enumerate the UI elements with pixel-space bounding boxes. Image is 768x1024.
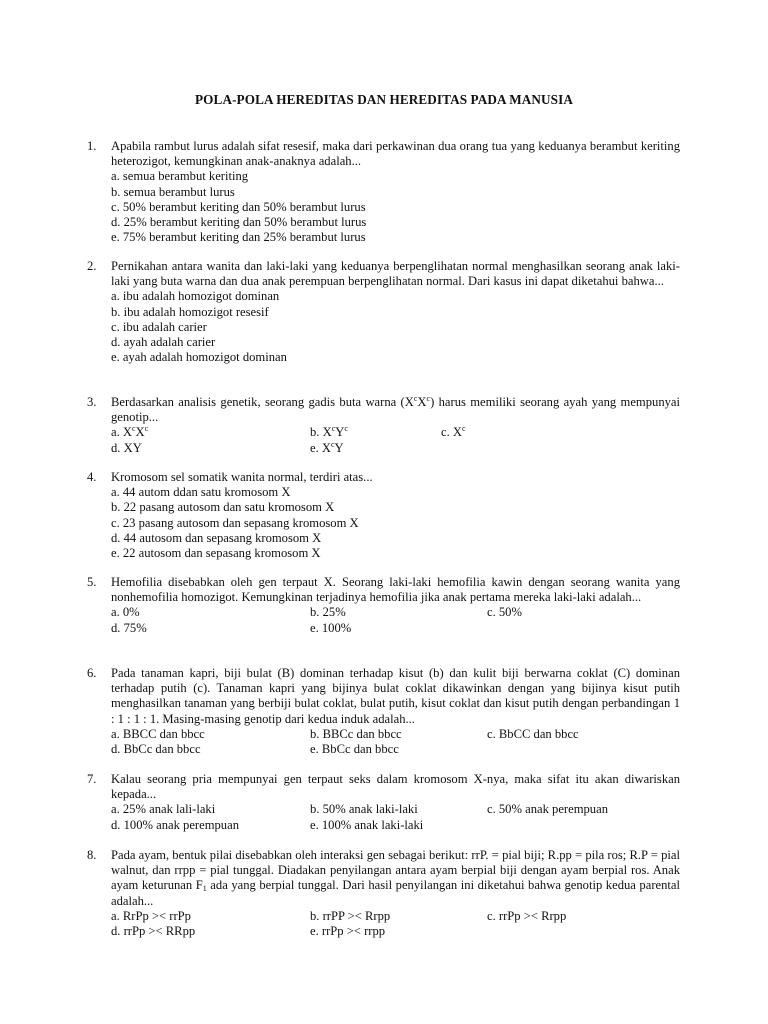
stem-text: ) harus memiliki seorang ayah yang mempunyai genotip... (111, 395, 681, 425)
option-row (111, 425, 680, 440)
option-a: a. $X^cX^c$ (111, 424, 149, 440)
option-row (111, 605, 680, 620)
option-d: d. 44 autosom dan sepasang kromosom X (111, 530, 322, 545)
option-b: b. 22 pasang autosom dan satu kromosom X (111, 500, 335, 515)
option-c: c. 23 pasang autosom dan sepasang kromosom X (111, 515, 359, 530)
option-d: d. XY (111, 440, 142, 455)
option-a: a. 44 autom ddan satu kromosom X (111, 485, 291, 500)
option-list (111, 425, 680, 455)
stem-text: ada yang berpial tunggal. Dari hasil penyilangan ini diketahui bahwa genotip kedua parental adalah... (111, 878, 680, 908)
question-number: 5. (87, 575, 97, 589)
option-list (111, 169, 680, 245)
option-row (111, 441, 680, 456)
question-5 (87, 575, 680, 636)
option-b: b. 50% anak laki-laki (310, 802, 418, 817)
option-list (111, 802, 680, 832)
question-7 (87, 772, 680, 833)
option-e: e. rrPp >< rrpp (310, 924, 386, 938)
page-title: POLA-POLA HEREDITAS DAN HEREDITAS PADA MANUSIA (195, 92, 573, 107)
option-e: e. 100% anak laki-laki (310, 817, 424, 832)
question-4 (87, 470, 680, 561)
question-stem: Pada tanaman kapri, biji bulat (B) dominan terhadap kisut (b) dan kulit biji berwarna coklat (C) dominan terhadap putih (c). Tanaman kapri yang bijinya bulat coklat dikawinkan dengan yang bijinya kisut putih menghasilkan tanaman yang berbiji bulat coklat, bulat putih, kisut coklat dan kisut putih dengan perbandingan 1 : 1 : 1 : 1. Masing-masing genotip dari kedua induk adalah... (111, 666, 680, 726)
option-c: c. $X^c$ (441, 424, 466, 440)
question-1 (87, 139, 680, 245)
question-number: 1. (87, 139, 97, 153)
option-list (111, 485, 680, 561)
option-d: d. ayah adalah carier (111, 335, 216, 350)
option-row (111, 727, 680, 742)
option-row (111, 742, 680, 757)
option-e: e. BbCc dan bbcc (310, 742, 399, 756)
option-a: a. BBCC dan bbcc (111, 726, 205, 741)
option-c: c. 50% anak perempuan (487, 802, 608, 817)
allele-superscript: c (413, 394, 418, 403)
option-b: b. 25% (310, 605, 346, 620)
option-e: e. 100% (310, 620, 352, 635)
question-stem: Apabila rambut lurus adalah sifat resesif, maka dari perkawinan dua orang tua yang keduanya berambut keriting heterozigot, kemungkinan anak-anaknya adalah... (111, 139, 680, 169)
option-b: b. rrPP >< Rrpp (310, 908, 391, 923)
question-stem: Pernikahan antara wanita dan laki-laki yang keduanya berpenglihatan normal menghasilkan seorang anak laki-laki yang buta warna dan dua anak perempuan berpenglihatan normal. Dari kasus ini dapat diketahui bahwa... (111, 259, 680, 289)
option-list (111, 289, 680, 365)
option-c: c. ibu adalah carier (111, 319, 207, 334)
option-list (111, 605, 680, 635)
option-e: e. $X^cY$ (310, 439, 344, 455)
option-c: c. rrPp >< Rrpp (487, 908, 567, 923)
option-d: d. BbCc dan bbcc (111, 742, 201, 756)
option-a: a. semua berambut keriting (111, 169, 249, 184)
question-8 (87, 848, 680, 939)
option-a: a. 25% anak lali-laki (111, 802, 216, 817)
option-d: d. rrPp >< RRpp (111, 924, 196, 938)
question-stem: Hemofilia disebabkan oleh gen terpaut X. Seorang laki-laki hemofilia kawin dengan seorang wanita yang nonhemofilia homozigot. Kemungkinan terjadinya hemofilia jika anak pertama mereka laki-laki adalah... (111, 575, 680, 605)
option-row (111, 621, 680, 636)
option-a: a. RrPp >< rrPp (111, 908, 191, 923)
question-2 (87, 259, 680, 365)
option-d: d. 25% berambut keriting dan 50% berambut lurus (111, 215, 367, 230)
stem-text: Pada ayam, bentuk pilai disebabkan oleh interaksi gen sebagai berikut: rrP. = pial biji; R.pp = pila ros; R.P = pial walnut, dan rrpp = pial tunggal. Diadakan penyilangan antara ayam berpial biji dengan ayam berpial ros. Anak ayam keturunan F (111, 848, 680, 893)
option-b: b. $X^cY^c$ (310, 424, 348, 440)
option-row (111, 818, 680, 833)
question-6 (87, 666, 680, 757)
stem-text: Berdasarkan analisis genetik, seorang gadis buta warna (X (111, 395, 414, 409)
option-c: c. BbCC dan bbcc (487, 726, 579, 741)
option-d: d. 100% anak perempuan (111, 817, 239, 832)
option-list (111, 909, 680, 939)
option-c: c. 50% berambut keriting dan 50% berambut lurus (111, 199, 366, 214)
option-a: a. 0% (111, 605, 140, 620)
option-row (111, 924, 680, 939)
question-number: 4. (87, 470, 97, 484)
question-number: 2. (87, 259, 97, 273)
question-number: 7. (87, 772, 97, 786)
allele-superscript: c (426, 394, 431, 403)
question-number: 6. (87, 666, 97, 680)
question-stem: Kromosom sel somatik wanita normal, terdiri atas... (111, 470, 373, 484)
option-list (111, 727, 680, 757)
question-3 (87, 395, 680, 456)
option-e: e. ayah adalah homozigot dominan (111, 350, 287, 365)
option-row (111, 909, 680, 924)
option-d: d. 75% (111, 620, 147, 635)
question-stem (111, 395, 680, 425)
question-stem: Kalau seorang pria mempunyai gen terpaut seks dalam kromosom X-nya, maka sifat itu akan diwariskan kepada... (111, 772, 680, 802)
question-number: 3. (87, 395, 97, 409)
option-b: b. ibu adalah homozigot resesif (111, 304, 269, 319)
option-row (111, 802, 680, 817)
option-c: c. 50% (487, 605, 522, 620)
option-e: e. 22 autosom dan sepasang kromosom X (111, 546, 321, 561)
option-b: b. BBCc dan bbcc (310, 726, 402, 741)
question-number: 8. (87, 848, 97, 862)
generation-subscript: 1 (202, 884, 207, 894)
option-b: b. semua berambut lurus (111, 184, 235, 199)
question-stem (111, 848, 680, 909)
option-e: e. 75% berambut keriting dan 25% berambut lurus (111, 230, 366, 245)
option-a: a. ibu adalah homozigot dominan (111, 289, 280, 304)
stem-text: X (417, 395, 427, 409)
